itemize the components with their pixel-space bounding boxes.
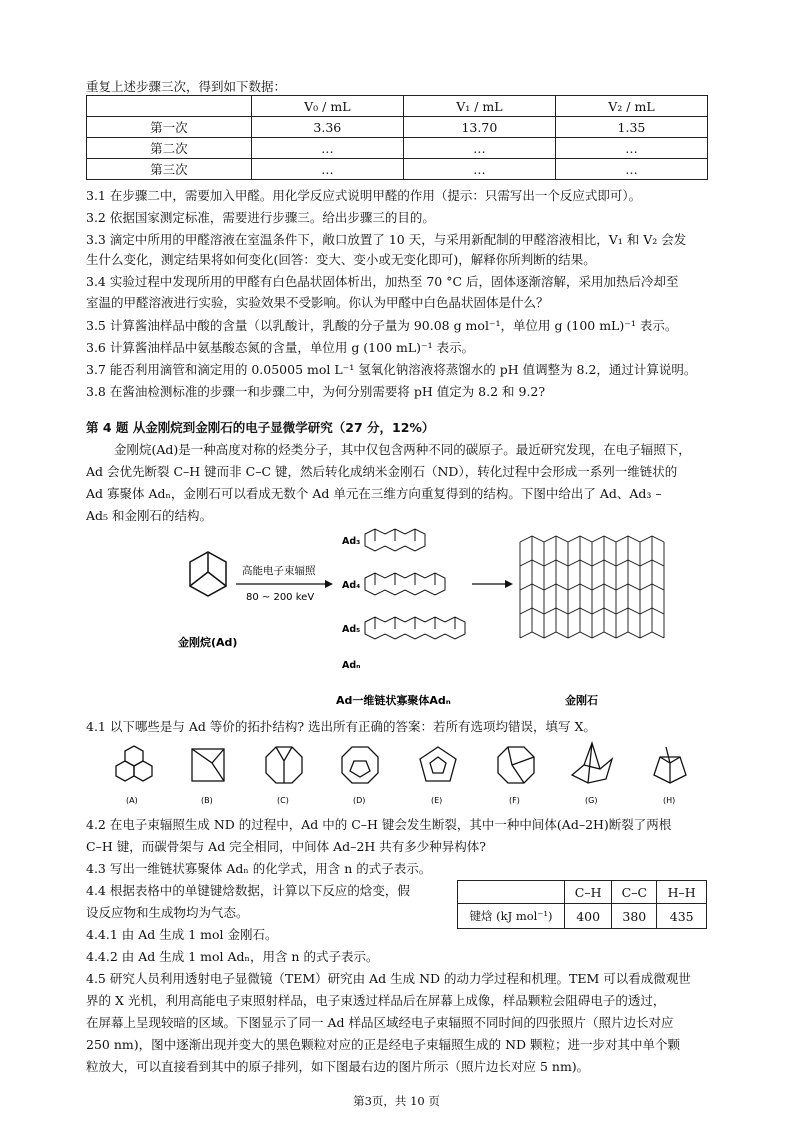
table-cell: 第二次 [87,138,252,159]
option-f-structure [498,747,534,783]
question-3-4: 3.4 实验过程中发现所用的甲醛有白色晶状固体析出，加热至 70 °C 后，固体逐渐溶解，采用加热后冷却至 [86,274,679,289]
table-cell: … [555,159,707,180]
table-row-label: 键焓 (kJ mol⁻¹) [458,904,565,929]
bond-enthalpy-table [457,880,707,929]
question-4-4-cont: 设反应物和生成物均为气态。 [86,905,249,920]
ad5-chain [365,617,465,639]
question-3-8: 3.8 在酱油检测标准的步骤一和步骤二中，为何分别需要将 pH 值定为 8.2 和 9.2? [86,384,546,399]
section-4-para: Ad₅ 和金刚石的结构。 [86,508,213,523]
section-4-para: 金刚烷(Ad)是一种高度对称的烃类分子，其中仅包含两种不同的碳原子。最近研究发现，在电子辐照下， [114,442,691,457]
option-c-structure [266,747,302,783]
question-4-4: 4.4 根据表格中的单键键焓数据，计算以下反应的焓变，假 [86,883,410,898]
table-cell: … [555,138,707,159]
question-3-7: 3.7 能否利用滴管和滴定用的 0.05005 mol L⁻¹ 氢氧化钠溶液将蒸馏水的 pH 值调整为 8.2，通过计算说明。 [86,362,697,377]
option-h-label: (H) [663,796,676,805]
question-3-3: 3.3 滴定中所用的甲醛溶液在室温条件下，敞口放置了 10 天，与采用新配制的甲醛溶液相比，V₁ 和 V₂ 会发 [86,232,687,247]
arrow-label-bottom: 80 ~ 200 keV [246,592,315,603]
arrow-label-top: 高能电子束辐照 [242,565,316,577]
option-d-label: (D) [353,796,366,805]
option-g-label: (G) [585,796,598,805]
option-d-structure [342,747,378,783]
table-cell: … [251,138,403,159]
question-4-5-cont: 250 nm)，图中逐渐出现并变大的黑色颗粒对应的正是经电子束辐照生成的 ND 颗粒；进一步对其中单个颗 [86,1037,681,1052]
question-4-5-cont: 在屏幕上呈现较暗的区域。下图显示了同一 Ad 样品区域经电子束辐照不同时间的四张照片（照片边长对应 [86,1015,674,1030]
table-header-cell [87,96,252,117]
section-4-para: Ad 会优先断裂 C–H 键而非 C–C 键，然后转化成纳米金刚石（ND），转化过程中会形成一系列一维链状的 [86,464,678,479]
table-cell: 380 [612,904,657,929]
table-cell: 400 [565,904,612,929]
table-header-cell [458,881,565,904]
diamond-caption: 金刚石 [565,694,598,707]
table-cell: … [403,159,555,180]
table-cell: 3.36 [251,117,403,138]
option-g-structure [572,743,612,783]
option-b-structure [192,749,224,781]
question-3-6: 3.6 计算酱油样品中氨基酸态氮的含量，单位用 g (100 mL)⁻¹ 表示。 [86,340,475,355]
diamond-lattice [520,536,664,638]
question-3-3-cont: 生什么变化，测定结果将如何变化(回答：变大、变小或无变化即可)，解释你所判断的结果。 [86,252,596,267]
table-cell: 第三次 [87,159,252,180]
table-header-cell: H–H [657,881,707,904]
option-a-structure [116,746,152,781]
table-header-cell: V₀ / mL [251,96,403,117]
question-4-5-cont: 粒放大，可以直接看到其中的原子排列，如下图最右边的图片所示（照片边长对应 5 nm)。 [86,1059,590,1074]
table-header-cell: V₂ / mL [555,96,707,117]
table-header-cell: C–C [612,881,657,904]
question-4-2-cont: C–H 键，而碳骨架与 Ad 完全相同，中间体 Ad–2H 共有多少种异构体? [86,839,486,854]
table-header-cell: C–H [565,881,612,904]
option-f-label: (F) [509,796,520,805]
table-cell: 第一次 [87,117,252,138]
question-3-5: 3.5 计算酱油样品中酸的含量（以乳酸计，乳酸的分子量为 90.08 g mol⁻¹，单位用 g (100 mL)⁻¹ 表示。 [86,318,678,333]
question-3-1: 3.1 在步骤二中，需要加入甲醛。用化学反应式说明甲醛的作用（提示：只需写出一个反应式即可）。 [86,188,642,203]
question-4-5: 4.5 研究人员利用透射电子显微镜（TEM）研究由 Ad 生成 ND 的动力学过程和机理。TEM 可以看成微观世 [86,971,691,986]
question-4-1: 4.1 以下哪些是与 Ad 等价的拓扑结构? 选出所有正确的答案：若所有选项均错误，填写 X。 [86,719,596,734]
table-header-cell: V₁ / mL [403,96,555,117]
question-4-3: 4.3 写出一维链状寡聚体 Adₙ 的化学式，用含 n 的式子表示。 [86,861,432,876]
adamantane-structure [190,552,226,596]
option-e-label: (E) [431,796,443,805]
adn-label: Adₙ [342,660,361,671]
question-4-5-cont: 界的 X 光机，利用高能电子束照射样品，电子束透过样品后在屏幕上成像，样品颗粒会阻碍电子的透过， [86,993,666,1008]
question-4-2: 4.2 在电子束辐照生成 ND 的过程中，Ad 中的 C–H 键会发生断裂，其中一种中间体(Ad–2H)断裂了两根 [86,817,672,832]
chain-caption: Ad一维链状寡聚体Adₙ [336,694,451,707]
table-cell: 1.35 [555,117,707,138]
ad3-label: Ad₃ [342,536,361,547]
option-a-label: (A) [126,796,138,805]
table-cell: … [251,159,403,180]
topology-options-figure [108,737,708,811]
page-footer: 第3页，共 10 页 [353,1094,440,1108]
option-e-structure [420,747,456,781]
option-h-structure [654,747,686,783]
option-b-label: (B) [201,796,213,805]
ad4-chain [365,573,445,595]
ad3-chain [365,529,425,551]
intro-text: 重复上述步骤三次，得到如下数据： [86,79,287,94]
question-3-4-cont: 室温的甲醛溶液进行实验，实验效果不受影响。你认为甲醛中白色晶状固体是什么？ [86,295,549,310]
question-3-2: 3.2 依据国家测定标准，需要进行步骤三。给出步骤三的目的。 [86,210,435,225]
section-4-para: Ad 寡聚体 Adₙ，金刚石可以看成无数个 Ad 单元在三维方向重复得到的结构。下图中给出了 Ad、Ad₃ – [86,486,662,501]
table-cell: 435 [657,904,707,929]
table-cell: 13.70 [403,117,555,138]
question-4-4-2: 4.4.2 由 Ad 生成 1 mol Adₙ，用含 n 的式子表示。 [86,949,379,964]
adamantane-to-diamond-figure [160,522,680,717]
table-cell: … [403,138,555,159]
adamantane-label: 金刚烷(Ad) [178,636,238,649]
titration-table [86,95,708,180]
section-4-title: 第 4 题 从金刚烷到金刚石的电子显微学研究（27 分，12%） [86,420,435,435]
ad5-label: Ad₅ [342,624,361,635]
option-c-label: (C) [277,796,289,805]
ad4-label: Ad₄ [342,580,361,591]
question-4-4-1: 4.4.1 由 Ad 生成 1 mol 金刚石。 [86,927,278,942]
